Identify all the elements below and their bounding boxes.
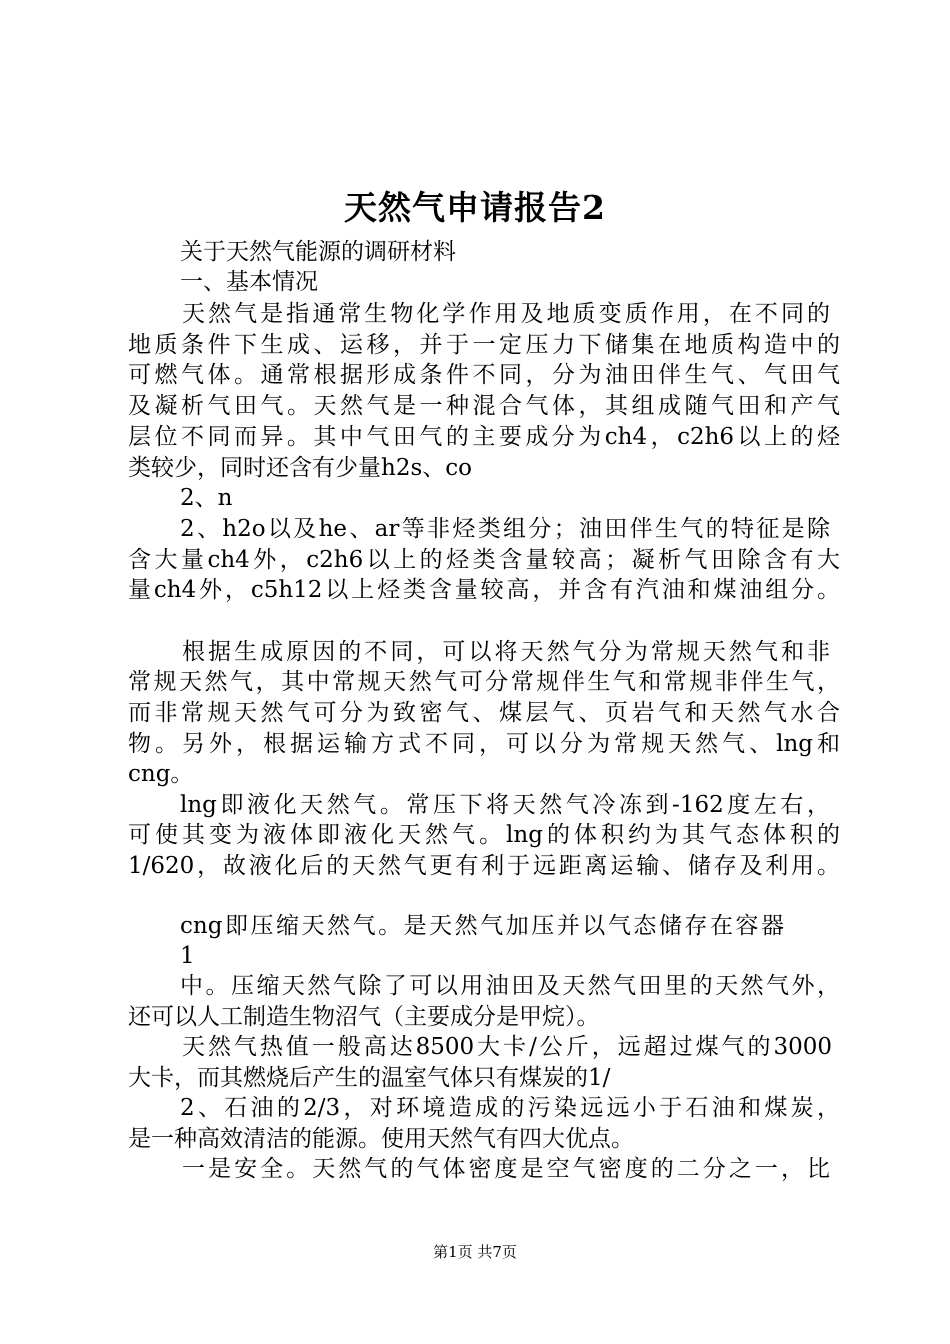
text-line: 一是安全。天然气的气体密度是空气密度的二分之一，比	[182, 1156, 830, 1182]
text-line: 一、基本情况	[180, 269, 318, 295]
text-line: 含大量ch4外，c2h6以上的烃类含量较高；凝析气田除含有大	[128, 547, 840, 573]
text-line: 可使其变为液体即液化天然气。lng的体积约为其气态体积的	[128, 822, 840, 848]
text-line: 地质条件下生成、运移，并于一定压力下储集在地质构造中的	[128, 332, 840, 358]
text-line: 根据生成原因的不同，可以将天然气分为常规天然气和非	[182, 639, 830, 665]
text-line: 还可以人工制造生物沼气（主要成分是甲烷）。	[128, 1004, 600, 1030]
text-line: 类较少，同时还含有少量h2s、co	[128, 455, 472, 481]
text-line: 常规天然气，其中常规天然气可分常规伴生气和常规非伴生气，	[128, 669, 840, 695]
text-line: 2、石油的2/3，对环境造成的污染远远小于石油和煤炭，	[180, 1095, 840, 1121]
text-line: 物。另外，根据运输方式不同，可以分为常规天然气、lng和	[128, 731, 840, 757]
text-line: 关于天然气能源的调研材料	[180, 239, 456, 265]
text-line: lng即液化天然气。常压下将天然气冷冻到-162度左右，	[180, 792, 830, 818]
text-line: 2、h2o以及he、ar等非烃类组分；油田伴生气的特征是除	[180, 516, 830, 542]
text-line: 天然气是指通常生物化学作用及地质变质作用，在不同的	[182, 301, 830, 327]
text-line: 中。压缩天然气除了可以用油田及天然气田里的天然气外，	[180, 973, 840, 999]
text-line: 天然气热值一般高达8500大卡/公斤，远超过煤气的3000	[182, 1034, 832, 1060]
text-line: 量ch4外，c5h12以上烃类含量较高，并含有汽油和煤油组分。	[128, 577, 840, 603]
text-line: cng。	[128, 761, 194, 787]
text-line: 1/620，故液化后的天然气更有利于远距离运输、储存及利用。	[128, 853, 840, 879]
page-footer: 第1页 共7页	[433, 1243, 517, 1261]
text-line: 大卡，而其燃烧后产生的温室气体只有煤炭的1/	[128, 1065, 611, 1091]
text-line: 及凝析气田气。天然气是一种混合气体，其组成随气田和产气	[128, 393, 840, 419]
text-line: 2、n	[180, 485, 233, 511]
document-title: 天然气申请报告2	[344, 188, 606, 227]
text-line: 而非常规天然气可分为致密气、煤层气、页岩气和天然气水合	[128, 700, 840, 726]
text-line: 层位不同而异。其中气田气的主要成分为ch4，c2h6以上的烃	[128, 424, 840, 450]
text-line: 是一种高效清洁的能源。使用天然气有四大优点。	[128, 1126, 634, 1152]
text-line: cng即压缩天然气。是天然气加压并以气态储存在容器	[180, 913, 784, 939]
text-line: 1	[180, 943, 195, 969]
text-line: 可燃气体。通常根据形成条件不同，分为油田伴生气、气田气	[128, 362, 840, 388]
